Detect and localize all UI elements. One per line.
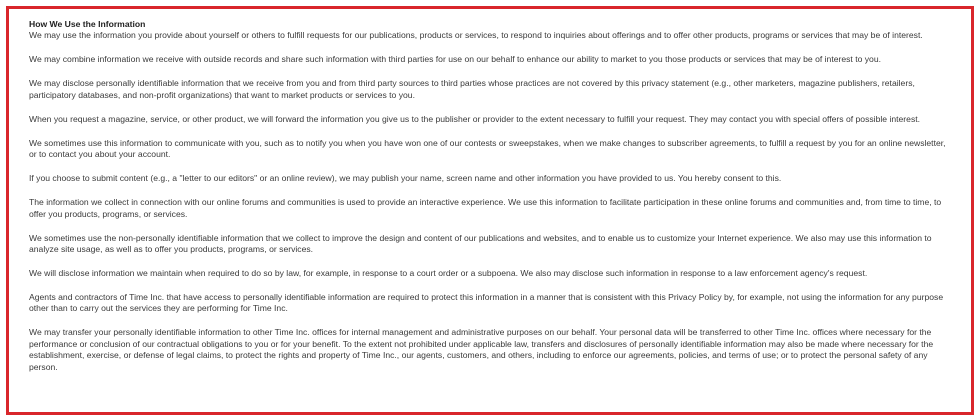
paragraph-agents-contractors: Agents and contractors of Time Inc. that have access to personally identifiable information are required to protect this information in a manner that is consistent with this Privacy Policy by, for example, not using the information for any purpose other than to carry out the services they are performing for Time Inc. — [29, 292, 944, 314]
paragraph-communicate: We sometimes use this information to communicate with you, such as to notify you when you have won one of our contests or sweepstakes, when we make changes to subscriber agreements, to fulfill a request by you for an online newsletter, or to contact you about your account. — [29, 137, 946, 160]
section-title: How We Use the Information — [29, 19, 146, 29]
paragraph-forward-publisher: When you request a magazine, service, or other product, we will forward the information you give us to the publisher or provider to the extent necessary to fulfill your request. They may contact you with special offers of possible interest. — [29, 113, 921, 124]
paragraph-online-forums: The information we collect in connection with our online forums and communities is used to provide an interactive experience. We use this information to facilitate participation in these online forums and communities and, from time to time, to offer you products, programs, or services. — [29, 197, 942, 219]
paragraph-transfer-offices: We may transfer your personally identifiable information to other Time Inc. offices for internal management and administrative purposes on our behalf. Your personal data will be transferred to other Time Inc. offices where necessary for the performance or conclusion of our contractual obligations to you or for your benefit. To the extent not prohibited under applicable law, transfers and disclosures of personally identifiable information may also be made where necessary for the establishment, exercise, or defense of legal claims, to protect the rights and property of Time Inc., our agents, customers, and others, including to enforce our agreements, policies, and terms of use; or to protect the personal safety of any person. — [29, 327, 934, 372]
paragraph-non-personal-info: We sometimes use the non-personally identifiable information that we collect to improve the design and content of our publications and websites, and to enable us to customize your Internet experience. We also may use this information to analyze site usage, as well as to offer you products, programs, or services. — [29, 232, 932, 255]
paragraph-required-by-law: We will disclose information we maintain when required to do so by law, for example, in response to a court order or a subpoena. We also may disclose such information in response to a law enforcement agency's request. — [29, 268, 868, 279]
paragraph-use-information: We may use the information you provide about yourself or others to fulfill requests for our publications, products or services, to respond to inquiries about offerings and to offer other products, programs or services that may be of interest. — [29, 30, 923, 41]
paragraph-disclose-third-parties: We may disclose personally identifiable information that we receive from you and from third party sources to third parties whose practices are not covered by this privacy statement (e.g., other marketers, magazine publishers, retailers, participatory databases, and non-profit organizations) that want to market products or services to you. — [29, 78, 915, 100]
highlight-frame — [6, 6, 974, 415]
paragraph-combine-information: We may combine information we receive with outside records and share such information with third parties for use on our behalf to enhance our ability to market to you those products or services that may be of interest to you. — [29, 54, 882, 65]
privacy-section — [29, 19, 951, 386]
paragraph-submit-content: If you choose to submit content (e.g., a "letter to our editors" or an online review), we may publish your name, screen name and other information you have provided to us. You hereby consent to this. — [29, 173, 782, 184]
